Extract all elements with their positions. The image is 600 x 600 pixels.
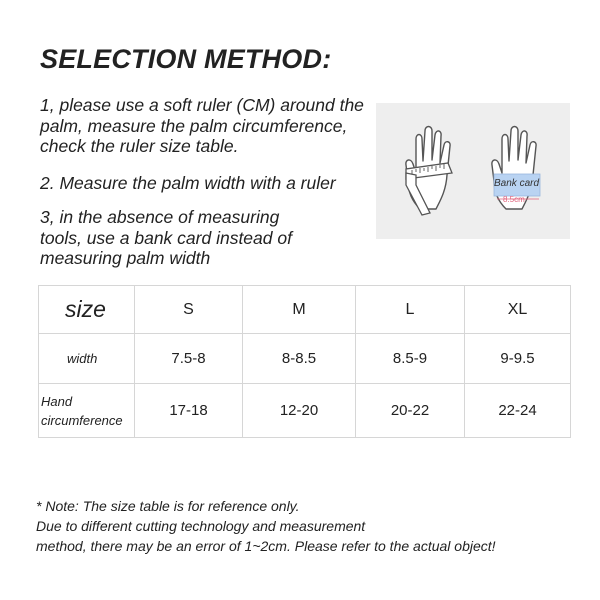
card-measure-label: 8.5cm	[503, 195, 525, 204]
hand-label-line2: circumference	[41, 412, 123, 428]
hand-circumference-row	[39, 384, 571, 438]
width-label: width	[39, 334, 135, 384]
instruction-step-3: 3, in the absence of measuring tools, use a bank card instead of measuring palm width	[40, 207, 292, 268]
size-s: S	[135, 286, 243, 334]
width-value-xl: 9-9.5	[465, 334, 571, 384]
size-xl: XL	[465, 286, 571, 334]
size-note	[36, 496, 496, 556]
bank-card-label: Bank card	[494, 178, 540, 189]
measurement-illustration	[376, 103, 570, 239]
hand-label-line1: Hand	[41, 393, 73, 409]
width-value-l: 8.5-9	[356, 334, 465, 384]
width-value-s: 7.5-8	[135, 334, 243, 384]
width-row	[39, 334, 571, 384]
instruction-step-2: 2. Measure the palm width with a ruler	[40, 173, 336, 193]
hand-value-xl: 22-24	[465, 384, 571, 438]
hand-value-s: 17-18	[135, 384, 243, 438]
note-line-1: * Note: The size table is for reference only.	[36, 498, 300, 514]
hand-value-l: 20-22	[356, 384, 465, 438]
width-value-m: 8-8.5	[243, 334, 356, 384]
note-line-2: Due to different cutting technology and measurement	[36, 518, 366, 534]
page-title: SELECTION METHOD:	[40, 44, 332, 74]
size-m: M	[243, 286, 356, 334]
hand-value-m: 12-20	[243, 384, 356, 438]
size-header-label: size	[39, 286, 135, 334]
hand-circumference-label	[39, 384, 135, 438]
size-table	[38, 285, 571, 438]
instruction-step-1: 1, please use a soft ruler (CM) around the palm, measure the palm circumference, check the ruler size table.	[40, 95, 364, 156]
size-l: L	[356, 286, 465, 334]
size-header-row	[39, 286, 571, 334]
note-line-3: method, there may be an error of 1~2cm. Please refer to the actual object!	[36, 538, 496, 554]
